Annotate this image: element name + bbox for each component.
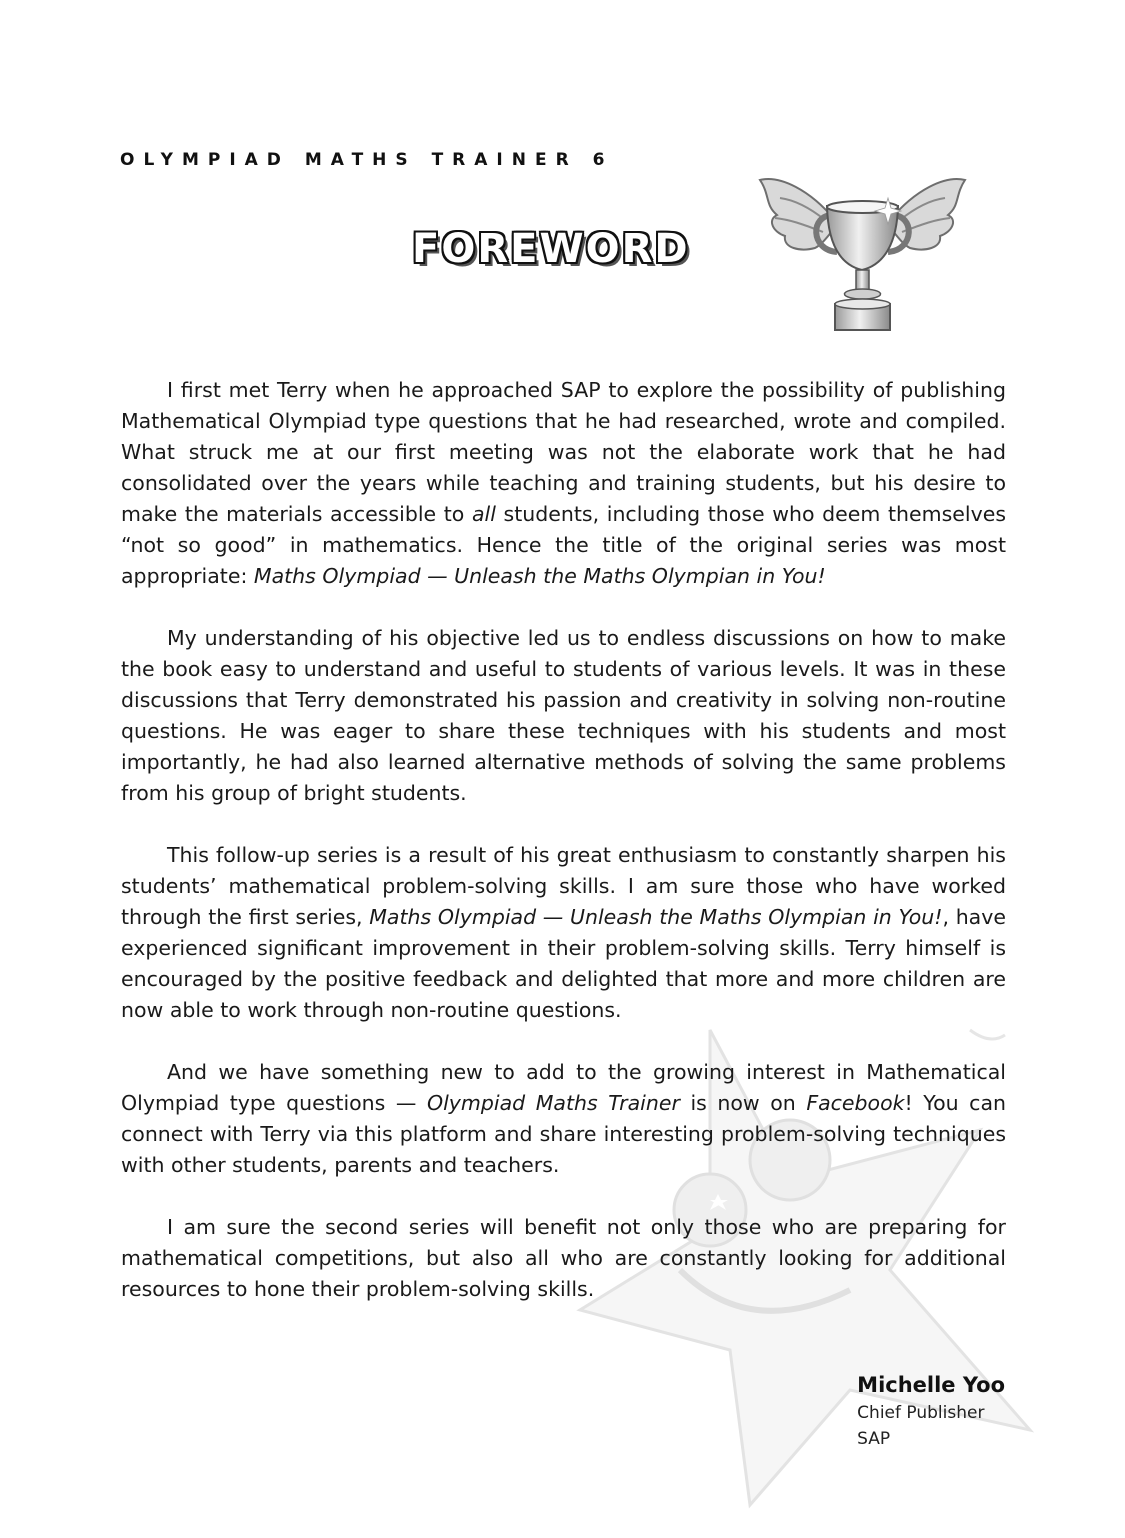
paragraph <box>121 623 1006 809</box>
paragraph-text: And we have something new to add to the growing interest in Mathematical Olympiad type questions — <box>121 1060 1006 1115</box>
paragraph-text: I am sure the second series will benefit not only those who are preparing for mathematical competitions, but also all who are constantly looking for additional resources to hone their problem-solving skills. <box>121 1215 1006 1301</box>
paragraph <box>121 840 1006 1026</box>
winged-trophy-icon <box>755 170 970 338</box>
signature-block <box>857 1370 1005 1452</box>
paragraph <box>121 1212 1006 1305</box>
paragraph-text: My understanding of his objective led us to endless discussions on how to make the book easy to understand and useful to students of various levels. It was in these discussions that Terry demonstrated his passion and creativity in solving non-routine questions. He was eager to share these techniques with his students and most importantly, he had also learned alternative methods of solving the same problems from his group of bright students. <box>121 626 1006 805</box>
foreword-body <box>121 375 1006 1336</box>
signature-organization: SAP <box>857 1429 891 1449</box>
book-title-text: Maths Olympiad — Unleash the Maths Olympian in You! <box>253 564 826 588</box>
book-title-text: Maths Olympiad — Unleash the Maths Olympian in You! <box>369 905 943 929</box>
signature-role: Chief Publisher <box>857 1403 985 1423</box>
paragraph-text: This follow-up series is a result of his great enthusiasm to constantly sharpen his students’ mathematical problem-solving skills. I am sure those who have worked through the first series, <box>121 843 1006 929</box>
page-title: FOREWORD <box>412 226 690 272</box>
paragraph-text: students, including those who deem themselves “not so good” in mathematics. Hence the title of the original series was most appropriate: <box>121 502 1006 588</box>
platform-name-text: Facebook <box>806 1091 905 1115</box>
paragraph-text: , have experienced significant improvement in their problem-solving skills. Terry himself is encouraged by the positive feedback and delighted that more and more children are now able to work through non-routine questions. <box>121 905 1006 1022</box>
book-title-text: Olympiad Maths Trainer <box>426 1091 680 1115</box>
signature-name: Michelle Yoo <box>857 1373 1005 1397</box>
paragraph <box>121 1057 1006 1181</box>
emphasis-text: all <box>471 502 496 526</box>
paragraph <box>121 375 1006 592</box>
paragraph-text: is now on <box>679 1091 807 1115</box>
series-title: OLYMPIAD MATHS TRAINER 6 <box>120 150 614 170</box>
paragraph-text: ! You can connect with Terry via this platform and share interesting problem-solving techniques with other students, parents and teachers. <box>121 1091 1007 1177</box>
paragraph-text: I first met Terry when he approached SAP to explore the possibility of publishing Mathematical Olympiad type questions that he had researched, wrote and compiled. What struck me at our first meeting was not the elaborate work that he had consolidated over the years while teaching and training students, but his desire to make the materials accessible to <box>121 378 1006 526</box>
